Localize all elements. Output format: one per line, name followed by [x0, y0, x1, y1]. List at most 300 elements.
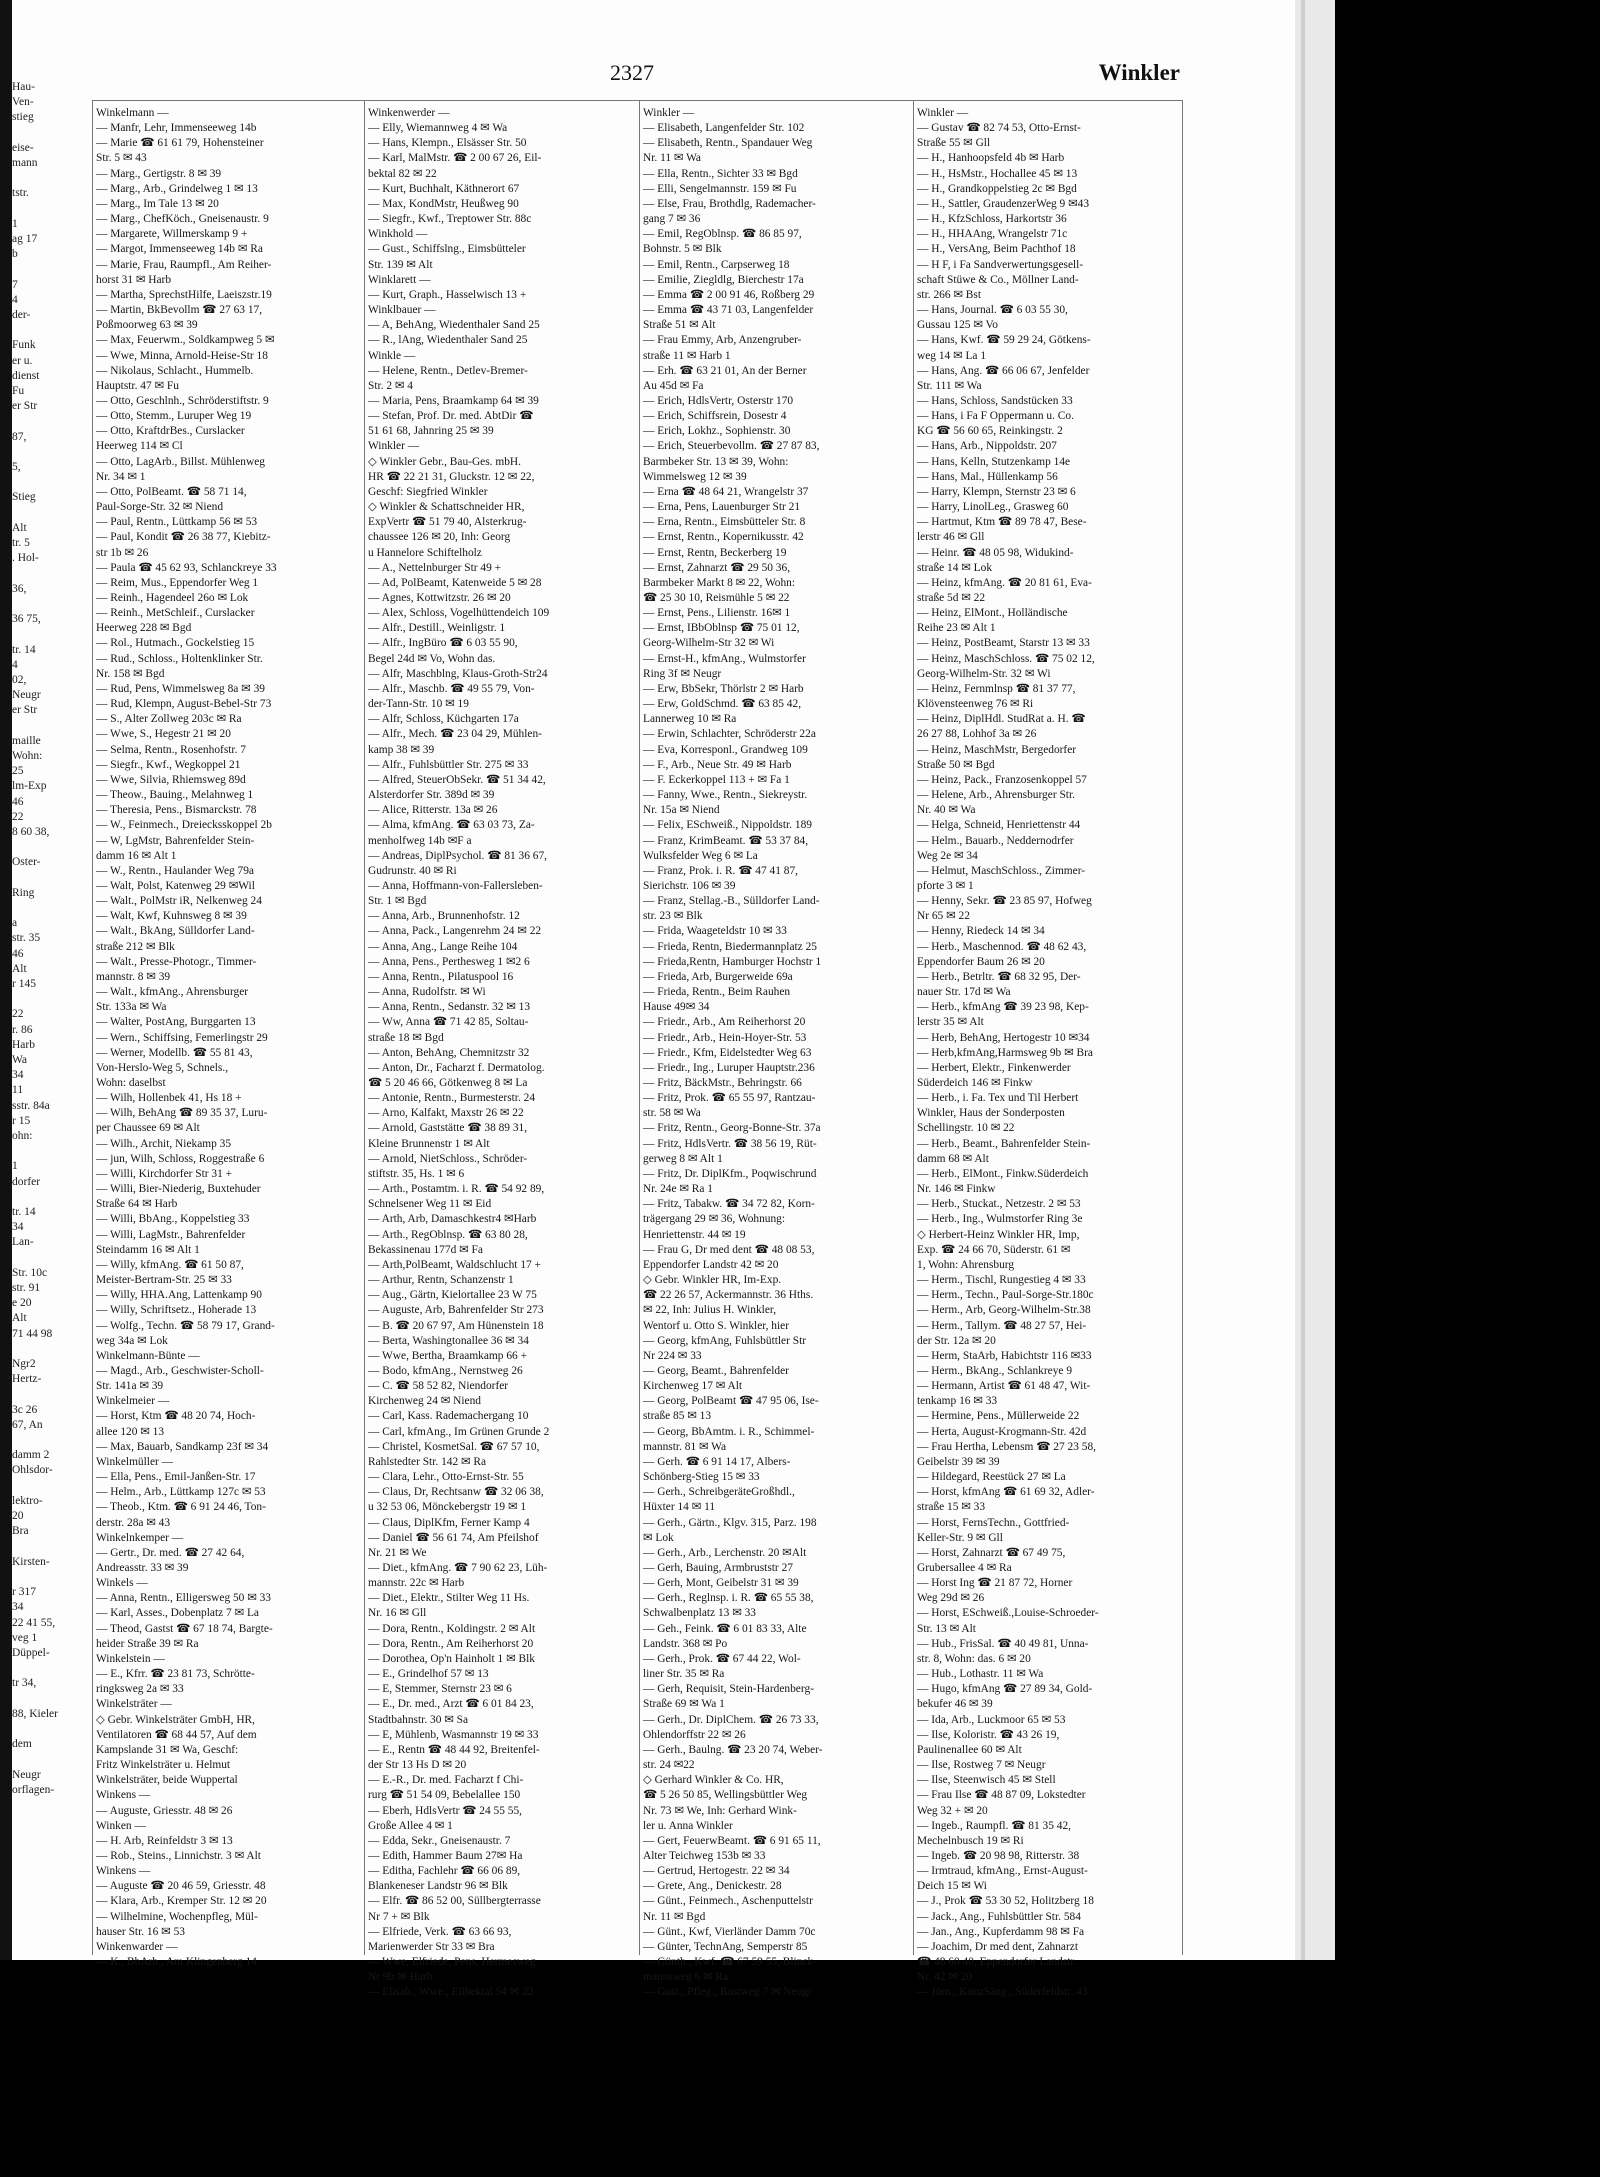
entry-line: Paulinenallee 60 ✉ Alt	[917, 1743, 1022, 1756]
entry-line: kamp 38 ✉ 39	[368, 743, 435, 756]
entry-line: Nr. 73 ✉ We, Inh: Gerhard Wink-	[643, 1804, 797, 1817]
entry-line: Alsterdorfer Str. 389d ✉ 39	[368, 789, 495, 802]
entry-line: — Frieda, Rentn., Beim Rauhen	[643, 986, 791, 999]
entry-line: — Harry, LinolLeg., Grasweg 60	[917, 501, 1069, 514]
entry-line: Str. 133a ✉ Wa	[96, 1001, 167, 1014]
entry-line: — Gertr., Dr. med. ☎ 27 42 64,	[96, 1546, 245, 1559]
entry-line: Winkler, Haus der Sonderposten	[917, 1107, 1065, 1120]
entry-line: str. 58 ✉ Wa	[643, 1107, 701, 1120]
entry-line: — Wilh, Hollenbek 41, Hs 18 +	[96, 1092, 242, 1105]
entry-line: — Gust., Schiffslng., Eimsbütteler	[368, 243, 526, 256]
entry-line: Winkenwerder —	[368, 107, 450, 119]
gutter-fragment	[12, 871, 90, 886]
entry-line: — Heinz, Pack., Franzosenkoppel 57	[917, 773, 1087, 786]
entry-line: — Erich, Schiffsrein, Dosestr 4	[643, 410, 787, 423]
entry-line: — Fritz, Rentn., Georg-Bonne-Str. 37a	[643, 1122, 821, 1135]
entry-line: Winkler —	[643, 107, 695, 119]
entry-line: — Elisab., Wwe., Eilbektal 54 ✉ 22	[368, 1986, 534, 1999]
entry-line: — Horst Ing ☎ 21 87 72, Horner	[917, 1577, 1073, 1590]
entry-line: — Walt., Presse-Photogr., Timmer-	[96, 955, 257, 968]
entry-line: — Hans, Arb., Nippoldstr. 207	[917, 440, 1057, 453]
gutter-fragment: Wa	[12, 1054, 28, 1066]
entry-line: — Friedr., Arb., Am Reiherhorst 20	[643, 1016, 806, 1029]
gutter-fragment	[12, 1387, 90, 1402]
entry-line: — Friedr., Arb., Hein-Hoyer-Str. 53	[643, 1031, 807, 1044]
entry-line: — Herb., Maschennod. ☎ 48 62 43,	[917, 940, 1087, 953]
entry-line: — Gerh, Requisit, Stein-Hardenberg-	[643, 1683, 814, 1696]
entry-line: — Ingeb., Raumpfl. ☎ 81 35 42,	[917, 1819, 1072, 1832]
entry-line: — Heinz, Fernmlnsp ☎ 81 37 77,	[917, 682, 1076, 695]
entry-line: — Horst, FernsTechn., Gottfried-	[917, 1516, 1070, 1529]
entry-line: — Claus, DiplKfm, Ferner Kamp 4	[368, 1516, 530, 1529]
gutter-fragment: Oster-	[12, 856, 41, 869]
entry-line: — Gerh., Prok. ☎ 67 44 22, Wol-	[643, 1652, 801, 1665]
gutter-fragment: 34	[12, 1221, 24, 1234]
entry-line: — Gerh. ☎ 6 91 14 17, Albers-	[643, 1455, 791, 1468]
entry-line: Weg 32 + ✉ 20	[917, 1804, 988, 1817]
gutter-fragment: Kirsten-	[12, 1555, 50, 1568]
entry-line: — Alma, kfmAng. ☎ 63 03 73, Za-	[368, 819, 535, 832]
previous-page-gutter-text	[12, 80, 90, 1960]
entry-line: — Heinz, MaschMstr, Bergedorfer	[917, 743, 1077, 756]
entry-line: — Hans, Ang. ☎ 66 06 67, Jenfelder	[917, 364, 1090, 377]
entry-line: nauer Str. 17d ✉ Wa	[917, 986, 1011, 999]
entry-line: Andreasstr. 33 ✉ 39	[96, 1562, 189, 1574]
entry-line: — S., Alter Zollweg 203c ✉ Ra	[96, 713, 242, 726]
entry-line: — Eberh, HdlsVertr ☎ 24 55 55,	[368, 1804, 523, 1817]
entry-line: Winkelmeier —	[96, 1395, 170, 1408]
entry-line: — Wwe, Elfriede, Pens, Hermesweg	[368, 1956, 536, 1969]
entry-line: — Edda, Sekr., Gneisenaustr. 7	[368, 1834, 511, 1847]
gutter-fragment	[12, 506, 90, 521]
entry-line: Stadtbahnstr. 30 ✉ Sa	[368, 1713, 469, 1726]
entry-line: — Ww, Anna ☎ 71 42 85, Soltau-	[368, 1016, 529, 1029]
entry-line: — Magd., Arb., Geschwister-Scholl-	[96, 1364, 264, 1377]
entry-line: Keller-Str. 9 ✉ Gll	[917, 1531, 1003, 1544]
gutter-fragment: 1	[12, 217, 18, 230]
entry-line: — Ernst, Rentn, Beckerberg 19	[643, 546, 787, 559]
entry-line: — Günth., Kwf. ☎ 67 59 55, Blinck-	[643, 1956, 817, 1969]
entry-line: — Gert, FeuerwBeamt. ☎ 6 91 65 11,	[643, 1834, 821, 1847]
entry-line: — Franz, Stellag.-B., Sülldorfer Land-	[643, 895, 820, 908]
entry-line: — E, Stemmer, Sternstr 23 ✉ 6	[368, 1683, 512, 1696]
entry-line: — Erw, GoldSchmd. ☎ 63 85 42,	[643, 698, 802, 711]
entry-line: Winkle —	[368, 349, 416, 362]
gutter-fragment: dem	[12, 1738, 32, 1751]
entry-line: — Walt., kfmAng., Ahrensburger	[96, 986, 249, 999]
entry-line: — Erich, Steuerbevollm. ☎ 27 87 83,	[643, 440, 820, 453]
entry-line: Winkler —	[368, 440, 420, 453]
gutter-fragment	[12, 1570, 90, 1585]
entry-line: Schellingstr. 10 ✉ 22	[917, 1122, 1015, 1135]
gutter-fragment: Alt	[12, 962, 27, 975]
entry-line: bekufer 46 ✉ 39	[917, 1698, 993, 1711]
gutter-fragment	[12, 1752, 90, 1767]
gutter-fragment	[12, 414, 90, 429]
gutter-fragment: dorfer	[12, 1175, 41, 1188]
entry-line: mannstr. 22c ✉ Harb	[368, 1577, 465, 1590]
entry-line: Nr 65 ✉ 22	[917, 910, 970, 923]
gutter-fragment	[12, 202, 90, 217]
entry-line: str 1b ✉ 26	[96, 546, 149, 559]
gutter-fragment: er Str	[12, 704, 38, 717]
entry-line: — H F, i Fa Sandverwertungsgesell-	[917, 258, 1084, 271]
gutter-fragment	[12, 992, 90, 1007]
entry-line: — Elfr. ☎ 86 52 00, Süllbergterrasse	[368, 1895, 541, 1908]
gutter-fragment: 22	[12, 1008, 24, 1021]
entry-line: — Helmut, MaschSchloss., Zimmer-	[917, 864, 1086, 877]
gutter-fragment: damm 2	[12, 1449, 50, 1462]
entry-line: — Werner, Modellb. ☎ 55 81 43,	[96, 1046, 253, 1059]
entry-line: — Wwe, S., Hegestr 21 ✉ 20	[96, 728, 231, 741]
entry-line: straße 11 ✉ Harb 1	[643, 349, 731, 362]
entry-line: — Dora, Rentn., Koldingstr. 2 ✉ Alt	[368, 1622, 536, 1635]
entry-line: — Karl, Asses., Dobenplatz 7 ✉ La	[96, 1607, 259, 1620]
entry-line: — Helm., Arb., Lüttkamp 127c ✉ 53	[96, 1486, 266, 1499]
entry-line: Reihe 23 ✉ Alt 1	[917, 622, 996, 635]
entry-line: Bekassinenau 177d ✉ Fa	[368, 1243, 483, 1256]
gutter-fragment: Wohn:	[12, 749, 43, 762]
entry-line: — Anna, Ang., Lange Reihe 104	[368, 940, 518, 953]
gutter-fragment: 20	[12, 1510, 24, 1523]
entry-line: — Ernst, Zahnarzt ☎ 29 50 36,	[643, 561, 791, 574]
entry-line: Winkelsträter —	[96, 1698, 172, 1711]
entry-line: KG ☎ 56 60 65, Reinkingstr. 2	[917, 425, 1063, 438]
entry-line: — Marie, Frau, Raumpfl., Am Reiher-	[96, 258, 272, 271]
gutter-fragment	[12, 1661, 90, 1676]
entry-line: Nr. 24e ✉ Ra 1	[643, 1183, 713, 1196]
entry-line: mannstr. 8 ✉ 39	[96, 970, 171, 983]
entry-line: — Paul, Kondit ☎ 26 38 77, Kiebitz-	[96, 531, 271, 544]
gutter-fragment: Ring	[12, 886, 35, 899]
entry-line: — Alfr., Destill., Weinligstr. 1	[368, 622, 506, 635]
entry-line: Alter Teichweg 153b ✉ 33	[643, 1849, 766, 1862]
entry-line: — Paula ☎ 45 62 93, Schlanckreye 33	[96, 561, 277, 574]
entry-line: — Theod, Gastst ☎ 67 18 74, Bargte-	[96, 1622, 273, 1635]
entry-line: — Anna, Pens., Perthesweg 1 ✉2 6	[368, 955, 530, 968]
entry-line: — Heinz, kfmAng. ☎ 20 81 61, Eva-	[917, 576, 1092, 589]
entry-line: — Herm., BkAng., Schlankreye 9	[917, 1364, 1073, 1377]
gutter-fragment: er u.	[12, 354, 33, 367]
entry-line: — Heinr. ☎ 48 05 98, Widukind-	[917, 546, 1074, 559]
entry-line: Str. 111 ✉ Wa	[917, 379, 982, 392]
entry-line: — Diet., Elektr., Stilter Weg 11 Hs.	[368, 1592, 530, 1605]
entry-line: liner Str. 35 ✉ Ra	[643, 1668, 725, 1681]
entry-line: str. 8, Wohn: das. 6 ✉ 20	[917, 1652, 1031, 1665]
entry-line: — Walt., BkAng, Sülldorfer Land-	[96, 925, 255, 938]
entry-line: — Theob., Ktm. ☎ 6 91 24 46, Ton-	[96, 1501, 266, 1514]
entry-line: — Ilse, Rostweg 7 ✉ Neugr	[917, 1759, 1046, 1772]
running-head: Winkler	[1098, 60, 1180, 85]
gutter-fragment: 36 75,	[12, 613, 41, 626]
entry-line: — Siegfr., Kwf., Wegkoppel 21	[96, 758, 241, 771]
entry-line: — Frieda, Arb, Burgerweide 69a	[643, 970, 793, 983]
entry-line: Straße 64 ✉ Harb	[96, 1198, 178, 1211]
entry-line: — E, Mühlenb, Wasmannstr 19 ✉ 33	[368, 1728, 539, 1741]
entry-line: — W., Feinmech., Dreiecksskoppel 2b	[96, 819, 272, 832]
page-edge	[1295, 0, 1335, 1960]
entry-line: Str. 5 ✉ 43	[96, 152, 147, 165]
gutter-fragment: r. 86	[12, 1023, 33, 1036]
entry-line: — Anton, BehAng, Chemnitzstr 32	[368, 1046, 530, 1059]
gutter-fragment: 87,	[12, 430, 27, 443]
entry-line: — Wilh, BehAng ☎ 89 35 37, Luru-	[96, 1107, 268, 1120]
entry-line: — Emilie, Ziegldlg, Bierchestr 17a	[643, 273, 804, 286]
entry-line: — Kurt, Graph., Hasselwisch 13 +	[368, 288, 527, 301]
gutter-fragment	[12, 901, 90, 916]
entry-line: — Margarete, Willmerskamp 9 +	[96, 228, 248, 241]
entry-line: mannsweg 6 ✉ Ra	[643, 1971, 729, 1984]
entry-line: — Elli, Sengelmannstr. 159 ✉ Fu	[643, 182, 797, 195]
gutter-fragment: orflagen-	[12, 1783, 55, 1796]
column-4	[917, 106, 1179, 1999]
entry-line: — Auguste ☎ 20 46 59, Griesstr. 48	[96, 1880, 266, 1893]
entry-line: — Otto, KraftdrBes., Curslacker	[96, 425, 245, 438]
gutter-fragment	[12, 1692, 90, 1707]
entry-line: Nr. 16 ✉ Gll	[368, 1607, 427, 1620]
entry-line: — Georg, kfmAng, Fuhlsbüttler Str	[643, 1334, 807, 1347]
entry-line: — Hub., Lothastr. 11 ✉ Wa	[917, 1668, 1044, 1681]
gutter-fragment: der-	[12, 309, 31, 322]
entry-line: — Margot, Immenseeweg 14b ✉ Ra	[96, 243, 263, 256]
entry-line: — Else, Frau, Brothdlg, Rademacher-	[643, 197, 816, 210]
entry-line: Kirchenweg 17 ✉ Alt	[643, 1380, 743, 1393]
entry-line: — Edith, Hammer Baum 27✉ Ha	[368, 1849, 523, 1862]
entry-line: lerstr 46 ✉ Gll	[917, 531, 985, 544]
entry-line: der Str 13 Hs D ✉ 20	[368, 1759, 467, 1772]
entry-line: Georg-Wilhelm-Str. 32 ✉ Wi	[917, 667, 1051, 680]
entry-line: Süderdeich 146 ✉ Finkw	[917, 1077, 1033, 1089]
entry-line: — Herbert, Elektr., Finkenwerder	[917, 1061, 1071, 1074]
entry-line: — Herm., Techn., Paul-Sorge-Str.180c	[917, 1289, 1094, 1302]
gutter-fragment	[12, 627, 90, 642]
entry-line: — Herb., ElMont., Finkw.Süderdeich	[917, 1167, 1089, 1180]
entry-line: — Walter, PostAng, Burggarten 13	[96, 1016, 256, 1029]
gutter-fragment: tr. 5	[12, 537, 30, 550]
entry-line: — Henny, Riedeck 14 ✉ 34	[917, 925, 1045, 938]
entry-line: — Otto, PolBeamt. ☎ 58 71 14,	[96, 485, 247, 498]
entry-line: — Max, KondMstr, Heußweg 90	[368, 197, 519, 210]
entry-line: menholfweg 14b ✉F a	[368, 834, 472, 847]
entry-line: — Max, Bauarb, Sandkamp 23f ✉ 34	[96, 1440, 269, 1453]
entry-line: — Fritz, Prok. ☎ 65 55 97, Rantzau-	[643, 1092, 816, 1105]
entry-line: Nr. 15a ✉ Niend	[643, 804, 720, 817]
gutter-fragment: Bra	[12, 1525, 29, 1538]
page-header	[90, 60, 1180, 100]
entry-line: Winkelnkemper —	[96, 1531, 184, 1544]
entry-line: 1, Wohn: Ahrensburg	[917, 1258, 1015, 1271]
entry-line: — Erna, Rentn., Eimsbütteler Str. 8	[643, 516, 806, 529]
gutter-fragment: 22 41 55,	[12, 1616, 56, 1629]
gutter-fragment: r 15	[12, 1114, 31, 1127]
entry-line: Gudrunstr. 40 ✉ Ri	[368, 864, 457, 877]
entry-line: — Frau Ilse ☎ 48 87 09, Lokstedter	[917, 1789, 1086, 1802]
entry-line: Nr 9b ✉ Harb	[368, 1971, 433, 1984]
gutter-fragment: 34	[12, 1601, 24, 1614]
entry-line: — Walt, Kwf, Kuhnsweg 8 ✉ 39	[96, 910, 247, 923]
gutter-fragment: Alt	[12, 521, 27, 534]
gutter-fragment: r 145	[12, 977, 36, 990]
entry-line: per Chaussee 69 ✉ Alt	[96, 1122, 200, 1135]
entry-line: ◇ Gebr. Winkelsträter GmbH, HR,	[96, 1713, 255, 1726]
entry-line: ExpVertr ☎ 51 79 40, Alsterkrug-	[368, 516, 527, 529]
gutter-fragment	[12, 1251, 90, 1266]
entry-line: stiftstr. 35, Hs. 1 ✉ 6	[368, 1167, 465, 1180]
entry-line: Sierichstr. 106 ✉ 39	[643, 879, 736, 892]
entry-line: 26 27 88, Lohhof 3a ✉ 26	[917, 728, 1037, 741]
entry-line: — Elly, Wiemannweg 4 ✉ Wa	[368, 122, 508, 135]
entry-line: — jun, Wilh, Schloss, Roggestraße 6	[96, 1152, 265, 1165]
gutter-fragment: Ohlsdor-	[12, 1464, 53, 1477]
entry-line: Große Allee 4 ✉ 1	[368, 1819, 453, 1832]
gutter-fragment: tr. 14	[12, 1206, 36, 1219]
entry-line: Wohn: daselbst	[96, 1077, 166, 1089]
entry-line: — Heinz, DiplHdl. StudRat a. H. ☎	[917, 713, 1086, 726]
entry-line: — Geh., Feink. ☎ 6 01 83 33, Alte	[643, 1622, 807, 1635]
entry-line: Weg 29d ✉ 26	[917, 1592, 985, 1605]
entry-line: — Georg, Beamt., Bahrenfelder	[643, 1364, 789, 1377]
entry-line: — Marg., Im Tale 13 ✉ 20	[96, 197, 219, 210]
entry-line: pforte 3 ✉ 1	[917, 879, 974, 892]
entry-line: — Helene, Rentn., Detlev-Bremer-	[368, 364, 528, 377]
entry-line: Winklbauer —	[368, 304, 436, 317]
entry-line: Hüxter 14 ✉ 11	[643, 1501, 716, 1514]
entry-line: — Selma, Rentn., Rosenhofstr. 7	[96, 743, 246, 756]
entry-line: Winkelmann —	[96, 107, 169, 119]
page-number: 2327	[610, 60, 654, 85]
gutter-fragment	[12, 597, 90, 612]
column-rule	[1182, 100, 1183, 1955]
gutter-fragment: lektro-	[12, 1494, 43, 1507]
entry-line: — Alfr., Fuhlsbüttler Str. 275 ✉ 33	[368, 758, 529, 771]
entry-line: — Erna ☎ 48 64 21, Wrangelstr 37	[643, 485, 809, 498]
entry-line: — Hartmut, Ktm ☎ 89 78 47, Bese-	[917, 516, 1087, 529]
gutter-fragment	[12, 171, 90, 186]
gutter-fragment	[12, 323, 90, 338]
entry-line: Paul-Sorge-Str. 32 ✉ Niend	[96, 501, 224, 514]
entry-line: — Helga, Schneid, Henriettenstr 44	[917, 819, 1081, 832]
gutter-fragment	[12, 445, 90, 460]
entry-line: Kleine Brunnenstr 1 ✉ Alt	[368, 1137, 490, 1150]
gutter-fragment	[12, 1722, 90, 1737]
entry-line: — Georg, BbAmtm. i. R., Schimmel-	[643, 1425, 815, 1438]
entry-line: Winkhold —	[368, 228, 428, 241]
gutter-fragment: stieg	[12, 111, 34, 124]
entry-line: Mechelnbusch 19 ✉ Ri	[917, 1834, 1024, 1847]
gutter-fragment: sstr. 84a	[12, 1099, 50, 1112]
entry-line: — K., BbArb., Am Klingenberg 14	[96, 1956, 257, 1969]
entry-line: Deich 15 ✉ Wi	[917, 1880, 987, 1893]
entry-line: — Herm, StaArb, Habichtstr 116 ✉33	[917, 1349, 1092, 1362]
entry-line: — Friedr., Kfm, Eidelstedter Weg 63	[643, 1046, 812, 1059]
entry-line: Winkelstein —	[96, 1652, 165, 1665]
entry-line: allee 120 ✉ 13	[96, 1425, 165, 1438]
entry-line: — E., Kfrr. ☎ 23 81 73, Schrötte-	[96, 1668, 255, 1681]
entry-line: — Emil, RegOblnsp. ☎ 86 85 97,	[643, 228, 802, 241]
gutter-fragment: maille	[12, 734, 41, 747]
entry-line: — Theow., Bauing., Melahnweg 1	[96, 789, 254, 802]
entry-line: tenkamp 16 ✉ 33	[917, 1395, 998, 1408]
entry-line: — Arth., RegOblnsp. ☎ 63 80 28,	[368, 1228, 528, 1241]
entry-line: — Horst, Ktm ☎ 48 20 74, Hoch-	[96, 1410, 256, 1423]
gutter-fragment: tr 34,	[12, 1677, 37, 1690]
entry-line: Straße 69 ✉ Wa 1	[643, 1698, 725, 1711]
entry-line: Hause 49✉ 34	[643, 1001, 710, 1014]
entry-line: — Otto, Stemm., Luruper Weg 19	[96, 410, 252, 423]
entry-line: — Jan., Ang., Kupferdamm 98 ✉ Fa	[917, 1925, 1085, 1938]
entry-line: gang 7 ✉ 36	[643, 213, 701, 226]
gutter-fragment: 36,	[12, 582, 27, 595]
entry-line: straße 18 ✉ Bgd	[368, 1031, 444, 1044]
entry-line: weg 14 ✉ La 1	[917, 349, 987, 362]
gutter-fragment: 8 60 38,	[12, 825, 50, 838]
entry-line: — Anna, Rentn., Pilatuspool 16	[368, 970, 514, 983]
entry-line: — Wern., Schiffsing, Femerlingstr 29	[96, 1031, 268, 1044]
entry-line: — Irmtraud, kfmAng., Ernst-August-	[917, 1865, 1088, 1878]
entry-line: — Jörn., KonzSäng., Süderfeldstr. 43	[917, 1986, 1088, 1999]
entry-line: — Gerh., Gärtn., Klgv. 315, Parz. 198	[643, 1516, 817, 1529]
entry-line: — Emil, Rentn., Carpserweg 18	[643, 258, 790, 271]
entry-line: — Wilh., Archit, Niekamp 35	[96, 1137, 232, 1150]
entry-line: — Alfr., Mech. ☎ 23 04 29, Mühlen-	[368, 728, 542, 741]
entry-line: ◇ Herbert-Heinz Winkler HR, Imp,	[917, 1228, 1080, 1241]
entry-line: Wulksfelder Weg 6 ✉ La	[643, 849, 758, 862]
gutter-fragment: ohn:	[12, 1130, 33, 1143]
entry-line: — Alfr, Schloss, Küchgarten 17a	[368, 713, 519, 726]
entry-line: Rahlstedter Str. 142 ✉ Ra	[368, 1455, 487, 1468]
entry-line: — Günter, TechnAng, Semperstr 85	[643, 1940, 808, 1953]
entry-line: 51 61 68, Jahnring 25 ✉ 39	[368, 425, 494, 438]
entry-line: — A, BehAng, Wiedenthaler Sand 25	[368, 319, 540, 332]
entry-line: u Hannelore Schiftelholz	[368, 546, 482, 559]
entry-line: — Claus, Dr, Rechtsanw ☎ 32 06 38,	[368, 1486, 544, 1499]
entry-line: — Ernst, Rentn., Kopernikusstr. 42	[643, 531, 804, 544]
entry-line: — H., VersAng, Beim Pachthof 18	[917, 243, 1076, 256]
header-rule	[92, 100, 1182, 101]
entry-line: — Antonie, Rentn., Burmesterstr. 24	[368, 1092, 536, 1105]
entry-line: ◇ Winkler & Schattschneider HR,	[368, 501, 525, 514]
column-1	[96, 106, 358, 1969]
entry-line: — Christel, KosmetSal. ☎ 67 57 10,	[368, 1440, 540, 1453]
entry-line: ◇ Gebr. Winkler HR, Im-Exp.	[643, 1274, 782, 1287]
entry-line: Str. 2 ✉ 4	[368, 379, 413, 392]
gutter-fragment: Neugr	[12, 689, 41, 702]
entry-line: — Ida, Arb., Luckmoor 65 ✉ 53	[917, 1713, 1066, 1726]
gutter-fragment: er Str	[12, 400, 38, 413]
entry-line: weg 34a ✉ Lok	[96, 1334, 168, 1347]
entry-line: — Günt., Feinmech., Aschenputtelstr	[643, 1895, 813, 1908]
entry-line: ☎ 25 30 10, Reismühle 5 ✉ 22	[643, 592, 790, 604]
entry-line: Str. 141a ✉ 39	[96, 1380, 164, 1393]
gutter-fragment: . Hol-	[12, 552, 39, 565]
entry-line: der Str. 12a ✉ 20	[917, 1334, 996, 1347]
gutter-fragment: Neugr	[12, 1768, 41, 1781]
entry-line: — A., Nettelnburger Str 49 +	[368, 561, 502, 574]
entry-line: — Anna, Pack., Langenrehm 24 ✉ 22	[368, 925, 542, 938]
entry-line: — Anton, Dr., Facharzt f. Dermatolog.	[368, 1061, 545, 1074]
gutter-fragment	[12, 475, 90, 490]
gutter-fragment: 4	[12, 293, 18, 306]
entry-line: — Willi, BbAng., Koppelstieg 33	[96, 1213, 250, 1226]
entry-line: — Herb., kfmAng ☎ 39 23 98, Kep-	[917, 1001, 1089, 1014]
entry-line: trägergang 29 ✉ 36, Wohnung:	[643, 1213, 786, 1226]
gutter-fragment: lm-Exp	[12, 780, 47, 793]
gutter-fragment	[12, 1190, 90, 1205]
entry-line: — Fritz, Dr. DiplKfm., Poqwischrund	[643, 1167, 817, 1180]
entry-line: — Gerh, Mont, Geibelstr 31 ✉ 39	[643, 1577, 799, 1590]
entry-line: — F. Eckerkoppel 113 + ✉ Fa 1	[643, 773, 790, 786]
entry-line: — Hans, Klempn., Elsässer Str. 50	[368, 137, 527, 150]
